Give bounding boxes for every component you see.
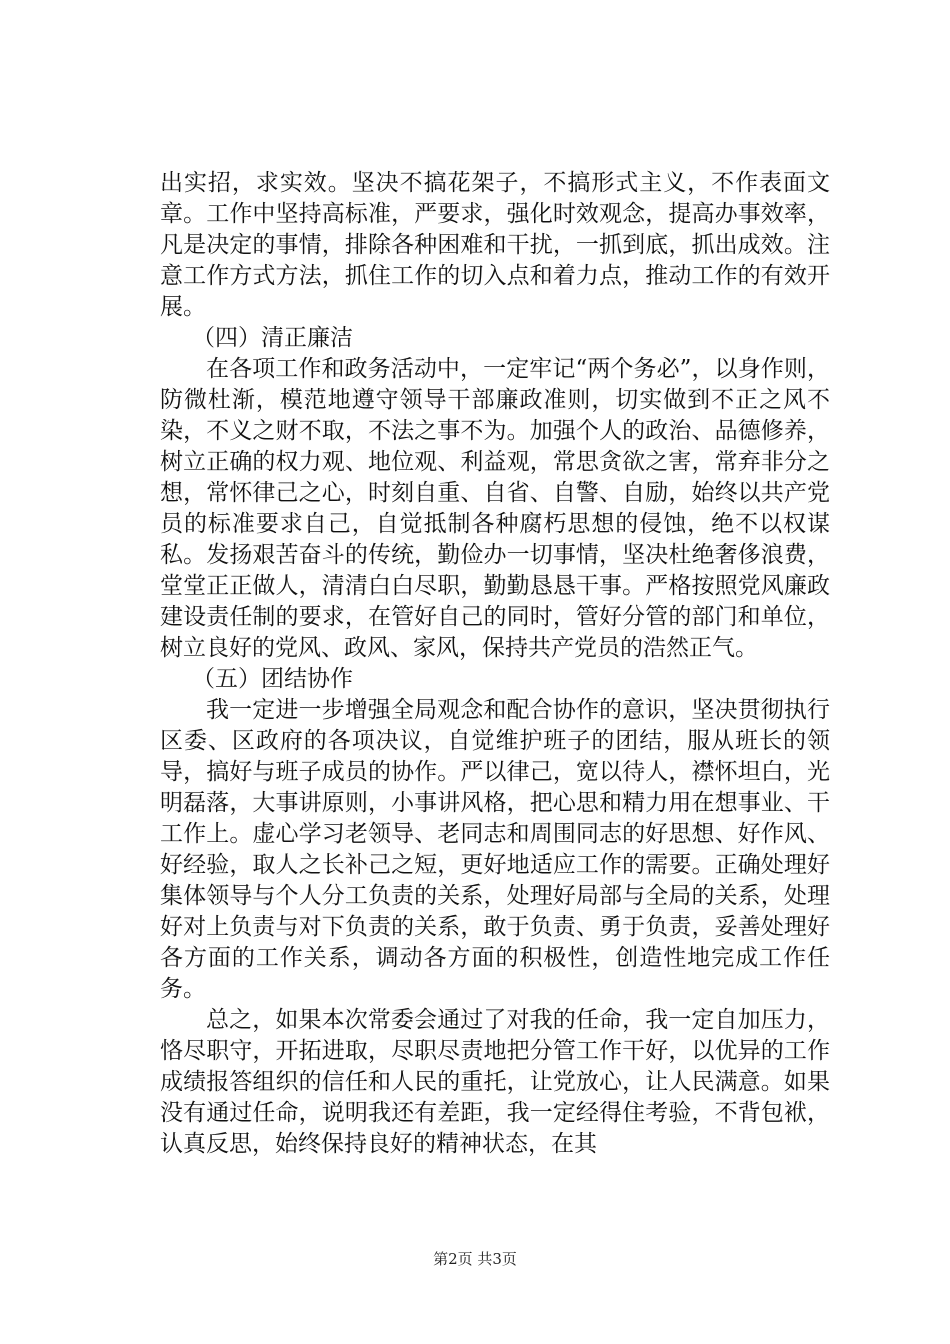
page-footer: 第2页 共3页 — [433, 1250, 517, 1268]
paragraph-teamwork: 我一定进一步增强全局观念和配合协作的意识，坚决贯彻执行区委、区政府的各项决议，自觉维护班子的团结，服从班长的领导，搞好与班子成员的协作。严以律己，宽以待人，襟怀坦白，光明磊落，大事讲原则，小事讲风格，把心思和精力用在想事业、干工作上。虚心学习老领导、老同志和周围同志的好思想、好作风、好经验，取人之长补己之短，更好地适应工作的需要。正确处理好集体领导与个人分工负责的关系，处理好局部与全局的关系，处理好对上负责与对下负责的关系，敢于负责、勇于负责，妥善处理好各方面的工作关系，调动各方面的积极性，创造性地完成工作任务。 — [160, 697, 830, 1002]
section-heading-4: （四）清正廉洁 — [192, 325, 353, 351]
paragraph-integrity: 在各项工作和政务活动中，一定牢记“两个务必”，以身作则，防微杜渐，模范地遵守领导干部廉政准则，切实做到不正之风不染，不义之财不取，不法之事不为。加强个人的政治、品德修养，树立正确的权力观、地位观、利益观，常思贪欲之害，常弃非分之想，常怀律己之心，时刻自重、自省、自警、自励，始终以共产党员的标准要求自己，自觉抵制各种腐朽思想的侵蚀，绝不以权谋私。发扬艰苦奋斗的传统，勤俭办一切事情，坚决杜绝奢侈浪费，堂堂正正做人，清清白白尽职，勤勤恳恳干事。严格按照党风廉政建设责任制的要求，在管好自己的同时，管好分管的部门和单位，树立良好的党风、政风、家风，保持共产党员的浩然正气。 — [160, 356, 830, 661]
paragraph-conclusion: 总之，如果本次常委会通过了对我的任命，我一定自加压力，恪尽职守，开拓进取，尽职尽责地把分管工作干好，以优异的工作成绩报答组织的信任和人民的重托，让党放心，让人民满意。如果没有通过任命，说明我还有差距，我一定经得住考验，不背包袱，认真反思，始终保持良好的精神状态，在其 — [160, 1007, 830, 1157]
paragraph-continuation: 出实招，求实效。坚决不搞花架子，不搞形式主义，不作表面文章。工作中坚持高标准，严要求，强化时效观念，提高办事效率，凡是决定的事情，排除各种困难和干扰，一抓到底，抓出成效。注意工作方式方法，抓住工作的切入点和着力点，推动工作的有效开展。 — [160, 170, 830, 320]
section-heading-5: （五）团结协作 — [192, 666, 353, 692]
document-body — [160, 168, 830, 1160]
